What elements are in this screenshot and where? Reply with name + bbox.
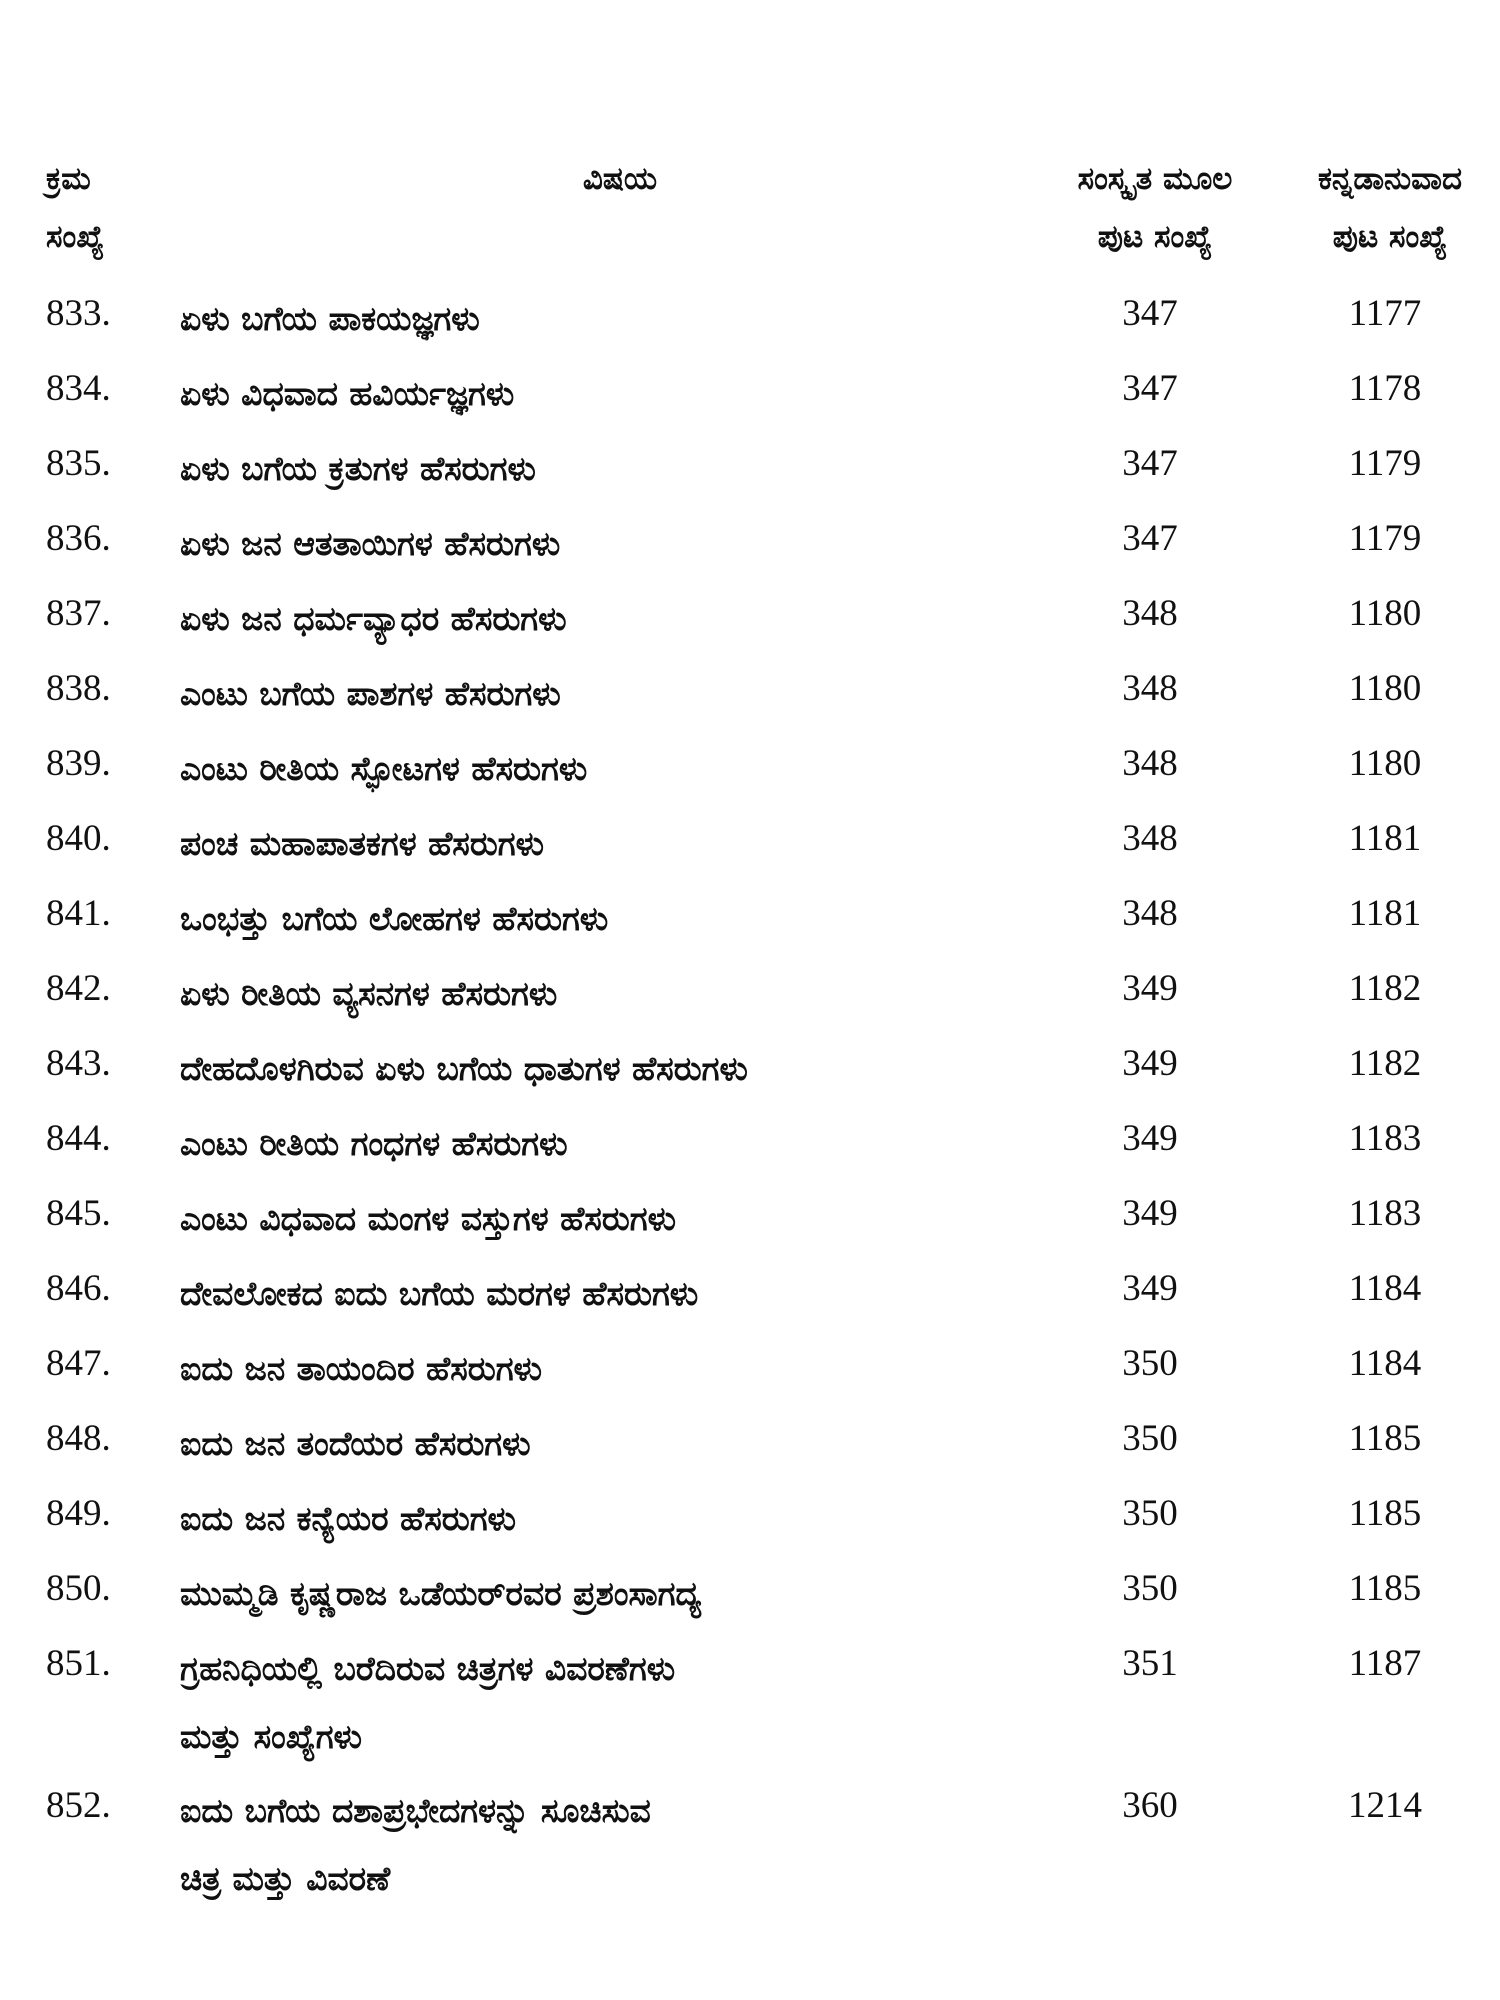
kannada-page-number: 1182 — [1348, 1043, 1422, 1084]
kannada-page-number: 1178 — [1348, 368, 1422, 409]
subject-text — [180, 1260, 1000, 1328]
table-row — [0, 810, 1500, 885]
kannada-page-number: 1185 — [1348, 1568, 1422, 1609]
sanskrit-page-number: 360 — [1122, 1785, 1178, 1826]
subject-line: ಐದು ಜನ ತಾಯಂದಿರ ಹೆಸರುಗಳು — [180, 1349, 542, 1388]
table-row — [0, 660, 1500, 735]
kannada-page-number: 1184 — [1348, 1268, 1422, 1309]
subject-line: ಏಳು ಜನ ಧರ್ಮವ್ಯಾಧರ ಹೆಸರುಗಳು — [180, 599, 567, 638]
subject-text — [180, 285, 1000, 353]
sanskrit-page-number: 348 — [1122, 668, 1178, 709]
subject-line: ಏಳು ಬಗೆಯ ಪಾಕಯಜ್ಞಗಳು — [180, 299, 480, 338]
subject-line: ಮುಮ್ಮಡಿ ಕೃಷ್ಣರಾಜ ಒಡೆಯರ್‌ರವರ ಪ್ರಶಂಸಾಗದ್ಯ — [180, 1574, 702, 1613]
kannada-page-number: 1180 — [1348, 668, 1422, 709]
table-row — [0, 285, 1500, 360]
subject-line: ಮತ್ತು ಸಂಖ್ಯೆಗಳು — [180, 1717, 362, 1756]
subject-line: ಏಳು ರೀತಿಯ ವ್ಯಸನಗಳ ಹೆಸರುಗಳು — [180, 974, 558, 1013]
subject-text — [180, 1410, 1000, 1478]
subject-text — [180, 510, 1000, 578]
header-sanskrit-page: ಸಂಸ್ಕೃತ ಮೂಲ ಪುಟ ಸಂಖ್ಯೆ — [1077, 161, 1233, 255]
sanskrit-page-number: 349 — [1122, 1268, 1178, 1309]
subject-text — [180, 810, 1000, 878]
table-row — [0, 735, 1500, 810]
sanskrit-page-number: 348 — [1122, 818, 1178, 859]
kannada-page-number: 1214 — [1348, 1785, 1422, 1826]
sanskrit-page-number: 349 — [1122, 1043, 1178, 1084]
header-kannada-page: ಕನ್ನಡಾನುವಾದ ಪುಟ ಸಂಖ್ಯೆ — [1317, 161, 1463, 255]
serial-number: 852. — [46, 1785, 111, 1826]
subject-text — [180, 960, 1000, 1028]
subject-line: ದೇಹದೊಳಗಿರುವ ಏಳು ಬಗೆಯ ಧಾತುಗಳ ಹೆಸರುಗಳು — [180, 1049, 748, 1088]
table-row — [0, 1110, 1500, 1185]
table-row — [0, 1185, 1500, 1260]
serial-number: 851. — [46, 1643, 111, 1684]
subject-line: ಐದು ಬಗೆಯ ದಶಾಪ್ರಭೇದಗಳನ್ನು ಸೂಚಿಸುವ — [180, 1791, 651, 1830]
table-row — [0, 1410, 1500, 1485]
subject-line: ಗ್ರಹನಿಧಿಯಲ್ಲಿ ಬರೆದಿರುವ ಚಿತ್ರಗಳ ವಿವರಣೆಗಳು — [180, 1649, 676, 1688]
subject-text — [180, 1777, 1000, 1913]
kannada-page-number: 1181 — [1348, 818, 1422, 859]
serial-number: 844. — [46, 1118, 111, 1159]
kannada-page-number: 1181 — [1348, 893, 1422, 934]
serial-number: 838. — [46, 668, 111, 709]
table-body — [0, 285, 1500, 1919]
serial-number: 850. — [46, 1568, 111, 1609]
subject-text — [180, 660, 1000, 728]
serial-number: 833. — [46, 293, 111, 334]
table-row — [0, 960, 1500, 1035]
subject-text — [180, 1035, 1000, 1103]
sanskrit-page-number: 349 — [1122, 1118, 1178, 1159]
sanskrit-page-number: 347 — [1122, 443, 1178, 484]
serial-number: 834. — [46, 368, 111, 409]
table-row — [0, 1635, 1500, 1777]
subject-line: ಏಳು ಜನ ಆತತಾಯಿಗಳ ಹೆಸರುಗಳು — [180, 524, 561, 563]
serial-number: 846. — [46, 1268, 111, 1309]
kannada-page-number: 1180 — [1348, 593, 1422, 634]
serial-number: 842. — [46, 968, 111, 1009]
table-row — [0, 1035, 1500, 1110]
kannada-page-number: 1187 — [1348, 1643, 1422, 1684]
kannada-page-number: 1185 — [1348, 1493, 1422, 1534]
subject-line: ದೇವಲೋಕದ ಐದು ಬಗೆಯ ಮರಗಳ ಹೆಸರುಗಳು — [180, 1274, 699, 1313]
subject-line: ಐದು ಜನ ಕನ್ಯೆಯರ ಹೆಸರುಗಳು — [180, 1499, 516, 1538]
subject-text — [180, 360, 1000, 428]
table-row — [0, 1335, 1500, 1410]
kannada-page-number: 1183 — [1348, 1118, 1422, 1159]
serial-number: 843. — [46, 1043, 111, 1084]
sanskrit-page-number: 350 — [1122, 1343, 1178, 1384]
table-row — [0, 360, 1500, 435]
subject-text — [180, 1185, 1000, 1253]
subject-text — [180, 1485, 1000, 1553]
kannada-page-number: 1185 — [1348, 1418, 1422, 1459]
kannada-page-number: 1179 — [1348, 443, 1422, 484]
sanskrit-page-number: 348 — [1122, 893, 1178, 934]
subject-text — [180, 1335, 1000, 1403]
table-row — [0, 1485, 1500, 1560]
sanskrit-page-number: 347 — [1122, 518, 1178, 559]
serial-number: 845. — [46, 1193, 111, 1234]
sanskrit-page-number: 350 — [1122, 1568, 1178, 1609]
sanskrit-page-number: 347 — [1122, 293, 1178, 334]
subject-text — [180, 735, 1000, 803]
subject-text — [180, 585, 1000, 653]
serial-number: 839. — [46, 743, 111, 784]
subject-text — [180, 885, 1000, 953]
serial-number: 840. — [46, 818, 111, 859]
sanskrit-page-number: 351 — [1122, 1643, 1178, 1684]
subject-line: ಎಂಟು ರೀತಿಯ ಸ್ಫೋಟಗಳ ಹೆಸರುಗಳು — [180, 749, 588, 788]
serial-number: 836. — [46, 518, 111, 559]
kannada-page-number: 1184 — [1348, 1343, 1422, 1384]
subject-line: ಏಳು ವಿಧವಾದ ಹವಿರ್ಯಜ್ಞಗಳು — [180, 374, 515, 413]
subject-line: ಪಂಚ ಮಹಾಪಾತಕಗಳ ಹೆಸರುಗಳು — [180, 824, 545, 863]
kannada-page-number: 1183 — [1348, 1193, 1422, 1234]
sanskrit-page-number: 349 — [1122, 1193, 1178, 1234]
subject-line: ಎಂಟು ರೀತಿಯ ಗಂಧಗಳ ಹೆಸರುಗಳು — [180, 1124, 568, 1163]
kannada-page-number: 1177 — [1348, 293, 1422, 334]
sanskrit-page-number: 349 — [1122, 968, 1178, 1009]
subject-line: ಎಂಟು ಬಗೆಯ ಪಾಶಗಳ ಹೆಸರುಗಳು — [180, 674, 561, 713]
table-row — [0, 1777, 1500, 1919]
table-row — [0, 885, 1500, 960]
kannada-page-number: 1182 — [1348, 968, 1422, 1009]
serial-number: 837. — [46, 593, 111, 634]
subject-text — [180, 435, 1000, 503]
table-row — [0, 1560, 1500, 1635]
serial-number: 841. — [46, 893, 111, 934]
subject-line: ಐದು ಜನ ತಂದೆಯರ ಹೆಸರುಗಳು — [180, 1424, 531, 1463]
subject-line: ಒಂಭತ್ತು ಬಗೆಯ ಲೋಹಗಳ ಹೆಸರುಗಳು — [180, 899, 609, 938]
sanskrit-page-number: 348 — [1122, 743, 1178, 784]
kannada-page-number: 1180 — [1348, 743, 1422, 784]
serial-number: 847. — [46, 1343, 111, 1384]
subject-line: ಎಂಟು ವಿಧವಾದ ಮಂಗಳ ವಸ್ತುಗಳ ಹೆಸರುಗಳು — [180, 1199, 677, 1238]
sanskrit-page-number: 350 — [1122, 1418, 1178, 1459]
subject-text — [180, 1635, 1000, 1771]
subject-line: ಚಿತ್ರ ಮತ್ತು ವಿವರಣೆ — [180, 1859, 391, 1898]
serial-number: 849. — [46, 1493, 111, 1534]
table-row — [0, 585, 1500, 660]
table-row — [0, 435, 1500, 510]
serial-number: 848. — [46, 1418, 111, 1459]
table-row — [0, 1260, 1500, 1335]
header-subject: ವಿಷಯ — [582, 161, 658, 197]
serial-number: 835. — [46, 443, 111, 484]
sanskrit-page-number: 347 — [1122, 368, 1178, 409]
sanskrit-page-number: 350 — [1122, 1493, 1178, 1534]
table-header — [0, 150, 1500, 280]
subject-line: ಏಳು ಬಗೆಯ ಕ್ರತುಗಳ ಹೆಸರುಗಳು — [180, 449, 536, 488]
table-row — [0, 510, 1500, 585]
kannada-page-number: 1179 — [1348, 518, 1422, 559]
subject-text — [180, 1110, 1000, 1178]
header-serial-number: ಕ್ರಮ ಸಂಖ್ಯೆ — [46, 161, 105, 255]
sanskrit-page-number: 348 — [1122, 593, 1178, 634]
subject-text — [180, 1560, 1000, 1628]
